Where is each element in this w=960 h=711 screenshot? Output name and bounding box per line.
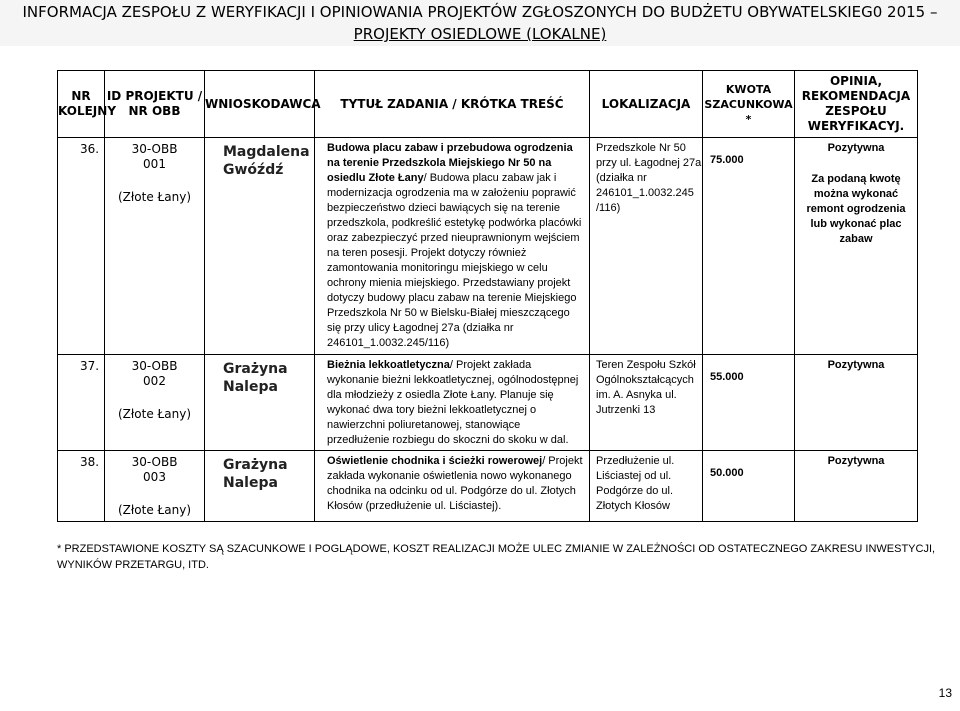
header-title-line1: INFORMACJA ZESPOŁU Z WERYFIKACJI I OPINIOWANIA PROJEKTÓW ZGŁOSZONYCH DO BUDŻETU OBYWATELSKIEG0 2015 – xyxy=(22,3,938,21)
task-description xyxy=(315,450,590,521)
header-title-line2: PROJEKTY OSIEDLOWE (LOKALNE) xyxy=(353,25,607,43)
location-cell: Przedłużenie ul. Liściastej od ul. Podgórze do ul. Złotych Kłosów xyxy=(590,450,703,521)
page-number: 13 xyxy=(938,686,952,700)
project-id-cell xyxy=(105,138,205,355)
location-cell: Teren Zespołu Szkół Ogólnokształcących im. A. Asnyka ul. Jutrzenki 13 xyxy=(590,355,703,450)
amount-cell: 50.000 xyxy=(703,450,795,521)
task-details: / Projekt zakłada wykonanie oświetlenia nowo wykonanego chodnika na odcinku od ul. Podgórze do ul. Złotych Kłosów (przedłużenie ul. Liściastej). xyxy=(327,454,583,512)
project-id-cell xyxy=(105,355,205,450)
opinion-cell xyxy=(795,450,918,521)
applicant-name: Grażyna Nalepa xyxy=(205,450,315,521)
column-header-location: LOKALIZACJA xyxy=(590,71,703,138)
table-row xyxy=(58,138,918,355)
table-row xyxy=(58,450,918,521)
cost-footnote: * PRZEDSTAWIONE KOSZTY SĄ SZACUNKOWE I POGLĄDOWE, KOSZT REALIZACJI MOŻE ULEC ZMIANIE W ZALEŻNOŚCI OD OSTATECZNEGO ZAKRESU INWESTYCJI, WYNIKÓW PRZETARGU, ITD. xyxy=(57,543,936,571)
table-row xyxy=(58,355,918,450)
opinion-verdict: Pozytywna xyxy=(827,359,885,372)
row-number: 38. xyxy=(58,450,105,521)
projects-table xyxy=(57,70,918,522)
opinion-cell xyxy=(795,355,918,450)
amount-cell: 55.000 xyxy=(703,355,795,450)
project-code: 30-OBB xyxy=(131,142,178,156)
opinion-cell xyxy=(795,138,918,355)
project-number: 002 xyxy=(143,374,166,389)
project-code: 30-OBB xyxy=(131,359,178,374)
project-district: (Złote Łany) xyxy=(117,407,192,422)
column-header-applicant: WNIOSKODAWCA xyxy=(205,71,315,138)
opinion-verdict: Pozytywna xyxy=(827,142,885,154)
amount-cell: 75.000 xyxy=(703,138,795,355)
project-number: 001 xyxy=(143,157,166,171)
task-description xyxy=(315,138,590,355)
project-code: 30-OBB xyxy=(131,454,178,469)
project-district: (Złote Łany) xyxy=(117,190,192,204)
column-header-title: TYTUŁ ZADANIA / KRÓTKA TREŚĆ xyxy=(315,71,590,138)
column-header-opinion: OPINIA, REKOMENDACJA ZESPOŁU WERYFIKACYJ. xyxy=(795,71,918,138)
project-id-cell xyxy=(105,450,205,521)
task-title: Bieżnia lekkoatletyczna xyxy=(327,359,450,372)
document-header xyxy=(0,0,960,46)
column-header-amount: KWOTA SZACUNKOWA * xyxy=(703,71,795,138)
opinion-verdict: Pozytywna xyxy=(827,454,885,467)
column-header-project-id: ID PROJEKTU / NR OBB xyxy=(105,71,205,138)
task-description xyxy=(315,355,590,450)
applicant-name: Magdalena Gwóźdź xyxy=(205,138,315,355)
project-number: 003 xyxy=(143,469,166,484)
row-number: 36. xyxy=(58,138,105,355)
column-header-nr: NR KOLEJNY xyxy=(58,71,105,138)
project-district: (Złote Łany) xyxy=(117,502,192,517)
task-details: / Budowa placu zabaw jak i modernizacja ogrodzenia ma w założeniu poprawić bezpieczeństwo dzieci bawiących się na terenie przedszkola, podkreślić estetykę podwórka placówki oraz zabezpieczyć przed nieuprawnionym wejściem na teren posesji. Projekt dotyczy również zamontowania monitoringu miejskiego w celu ochrony mienia miejskiego. Przedstawiany projekt dotyczy budowy placu zabaw na terenie Miejskiego Przedszkola Nr 50 w Bielsku-Białej mieszczącego się przy ulicy Łagodnej 27a (działka nr 246101_1.0032.245/116) xyxy=(327,172,582,349)
applicant-name: Grażyna Nalepa xyxy=(205,355,315,450)
task-details: / Projekt zakłada wykonanie bieżni lekkoatletycznej, ogólnodostępnej dla młodzieży z osiedla Złote Łany. Planuje się wykonać dwa tory bieżni lekkoatletycznej o nawierzchni poliuretanowej, stanowiące przedłużenie rozbiegu do skoczni do skoku w dal. xyxy=(327,359,579,447)
table-header-row xyxy=(58,71,918,138)
location-cell: Przedszkole Nr 50 przy ul. Łagodnej 27a (działka nr 246101_1.0032.245 /116) xyxy=(590,138,703,355)
row-number: 37. xyxy=(58,355,105,450)
task-title: Budowa placu zabaw i przebudowa ogrodzenia na terenie Przedszkola Miejskiego Nr 50 na osiedlu Złote Łany xyxy=(327,142,573,184)
opinion-detail: Za podaną kwotę można wykonać remont ogrodzenia lub wykonać plac zabaw xyxy=(806,173,906,245)
task-title: Oświetlenie chodnika i ścieżki rowerowej xyxy=(327,454,543,467)
